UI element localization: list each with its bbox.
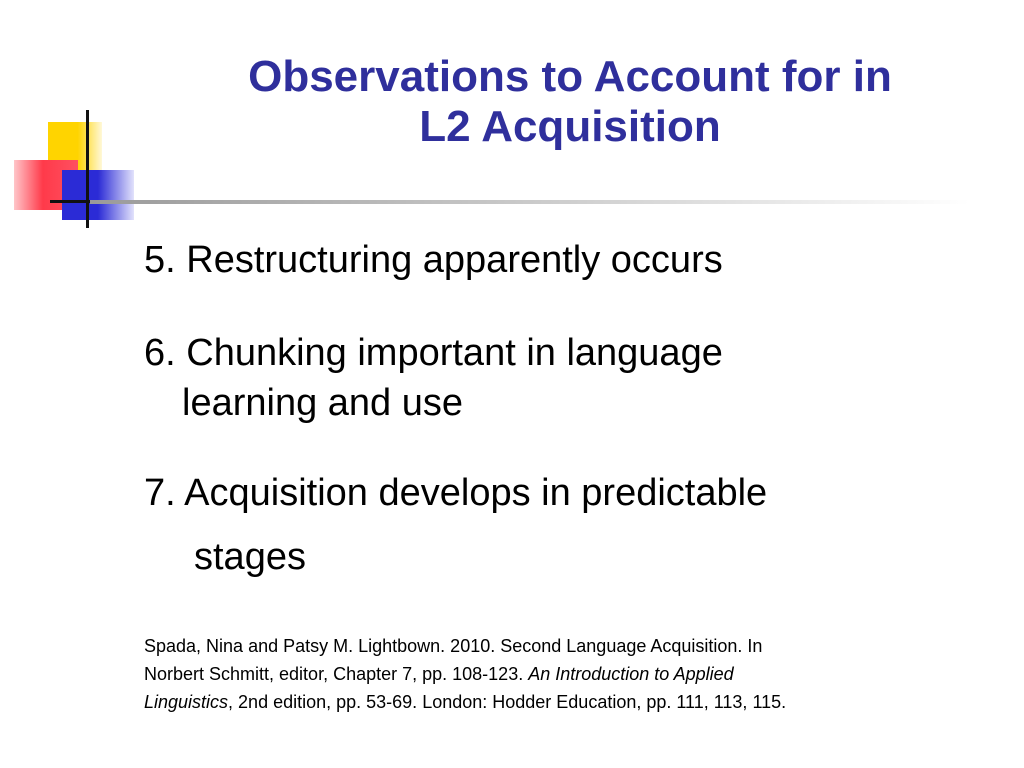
citation-line-3-text: , 2nd edition, pp. 53-69. London: Hodder Education, pp. 111, 113, 115. [228, 692, 787, 712]
citation-book-title-part-2: Linguistics [144, 692, 229, 712]
title-divider-rule [90, 200, 970, 204]
list-item-7-line-1: 7. Acquisition develops in predictable [144, 472, 768, 514]
slide-title-line-1: Observations to Account for in [248, 52, 892, 101]
list-item-6-line-1: 6. Chunking important in language [144, 332, 723, 374]
citation [144, 632, 984, 716]
citation-line-2-text: Norbert Schmitt, editor, Chapter 7, pp. 108-123. [144, 664, 529, 684]
slide-title-line-2: L2 Acquisition [419, 102, 721, 151]
list-item-6 [144, 328, 723, 428]
citation-line-3 [144, 688, 984, 716]
list-item-7-line-2: stages [194, 536, 306, 578]
list-item-5-text: 5. Restructuring apparently occurs [144, 239, 723, 281]
citation-line-2 [144, 660, 984, 688]
list-item-6-line-2: learning and use [182, 382, 463, 424]
citation-book-title-part-1: An Introduction to Applied [528, 664, 734, 684]
citation-line-1: Spada, Nina and Patsy M. Lightbown. 2010. Second Language Acquisition. In [144, 636, 763, 656]
slide-title [140, 52, 1000, 152]
vertical-line [86, 110, 89, 228]
list-item-7 [144, 468, 767, 582]
list-item-5 [144, 235, 723, 285]
decorative-squares-logo [0, 0, 150, 240]
blue-square [62, 170, 134, 220]
